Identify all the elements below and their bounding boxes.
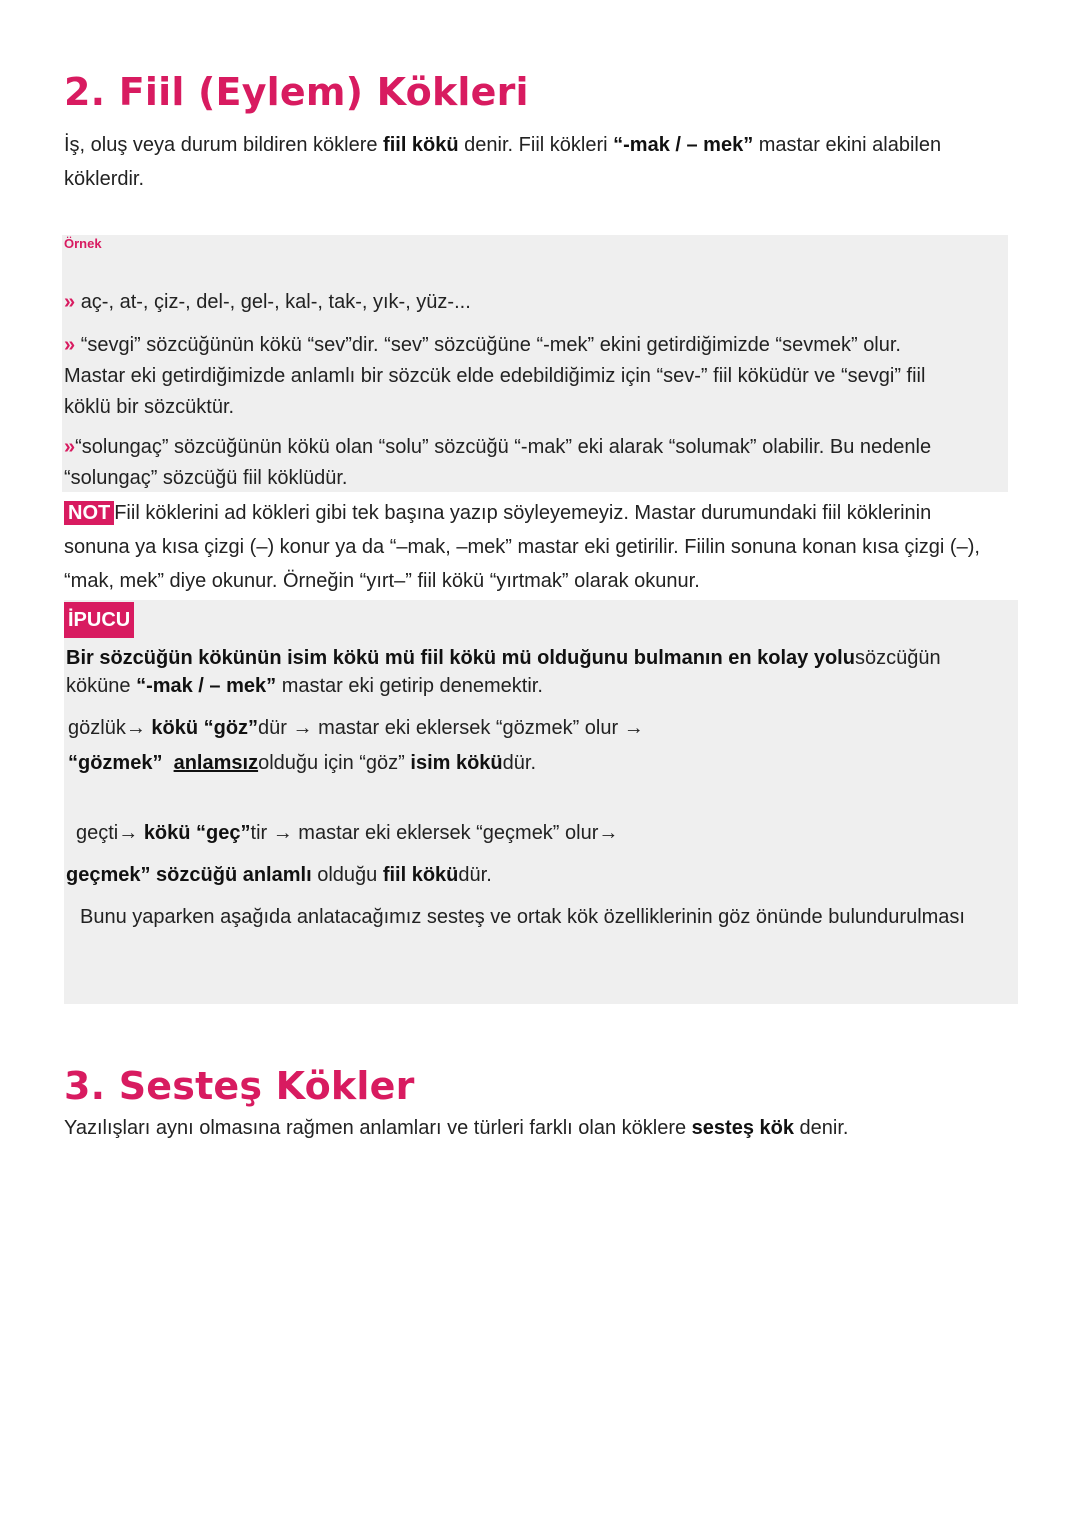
example-label: Örnek [64,236,102,251]
tip-bold-text: “-mak / – mek” [136,675,277,697]
intro-text: mastar ekini alabilen [753,134,942,156]
tip-tag: İPUCU [64,602,134,638]
tip-text: gözlük→ [68,717,152,739]
intro-text: İş, oluş veya durum bildiren köklere [64,134,384,156]
tip-bold-text: “gözmek” [68,752,163,774]
example-item-text: Mastar eki getirdiğimizde anlamlı bir sözcük elde edebildiğimiz için “sev-” fiil köküdür ve “sevgi” fiil [64,365,926,387]
note-tag: NOT [64,501,114,525]
example-item-text: köklü bir sözcüktür. [64,396,235,418]
note-text: “mak, mek” diye okunur. Örneğin “yırt–” fiil kökü “yırtmak” olarak okunur. [64,570,700,592]
example-item-2 [64,330,925,423]
tip-example-1b [68,749,536,777]
tip-bold-text: kökü “göz” [151,717,259,739]
section-3-body: denir. [793,1117,849,1139]
tip-text: dür. [502,752,537,774]
tip-text: olduğu [311,864,383,886]
tip-text: olduğu için “göz” [258,752,411,774]
tip-underlined-text: anlamsız [173,752,259,774]
tip-bold-text: Bir sözcüğün kökünün isim kökü mü fiil kökü mü olduğunu bulmanın en kolay yolu [66,647,855,669]
section-3-bold-term: sesteş kök [691,1117,794,1139]
example-item-text: “solungaç” sözcüğü fiil köklüdür. [64,467,348,489]
intro-text: köklerdir. [64,168,145,190]
bullet-marker-icon: » [64,291,76,313]
tip-text: dür. [458,864,492,886]
note-block [64,496,980,598]
tip-bold-text: kökü “geç” [143,822,251,844]
intro-text: denir. Fiil kökleri [458,134,614,156]
example-item-1 [64,288,471,316]
tip-example-2a [76,819,618,847]
section-3-title: 3. Sesteş Kökler [64,1064,415,1108]
note-text: sonuna ya kısa çizgi (–) konur ya da “–mak, –mek” mastar eki getirilir. Fiilin sonuna konan kısa çizgi (–), [64,536,980,558]
tip-bold-text: fiil kökü [382,864,459,886]
section-3-body: Yazılışları aynı olmasına rağmen anlamları ve türleri farklı olan köklere [64,1117,692,1139]
tip-line-2 [66,672,543,700]
tip-bold-text: geçmek” sözcüğü anlamlı [66,864,312,886]
tip-text: dür → mastar eki eklersek “gözmek” olur → [258,717,644,739]
tip-text: mastar eki getirip denemektir. [276,675,543,697]
example-item-text: aç-, at-, çiz-, del-, gel-, kal-, tak-, yık-, yüz-... [80,291,471,313]
bullet-marker-icon: » [64,334,76,356]
tip-text: geçti→ [76,822,144,844]
tip-bold-text: isim kökü [410,752,503,774]
tip-line-1 [66,644,941,672]
tip-example-2b [66,861,492,889]
example-item-text: “sevgi” sözcüğünün kökü “sev”dir. “sev” sözcüğüne “-mek” ekini getirdiğimizde “sevmek” olur. [80,334,901,356]
tip-text: köküne [66,675,137,697]
tip-last-line: Bunu yaparken aşağıda anlatacağımız sesteş ve ortak kök özelliklerinin göz önünde bulundurulması [80,906,965,928]
section-2-intro [64,128,1024,196]
example-item-3 [64,432,931,494]
intro-bold-term: fiil kökü [383,134,459,156]
tip-text: tir → mastar eki eklersek “geçmek” olur→ [250,822,619,844]
intro-bold-suffix: “-mak / – mek” [613,134,754,156]
example-item-text: “solungaç” sözcüğünün kökü olan “solu” sözcüğü “-mak” eki alarak “solumak” olabilir. Bu nedenle [75,436,932,458]
section-2-title: 2. Fiil (Eylem) Kökleri [64,70,529,114]
bullet-marker-icon: » [64,436,76,458]
note-text: Fiil köklerini ad kökleri gibi tek başına yazıp söyleyemeyiz. Mastar durumundaki fiil köklerinin [114,502,932,524]
tip-text: sözcüğün [854,647,941,669]
section-3-text [64,1114,848,1142]
tip-example-1a [68,714,644,742]
